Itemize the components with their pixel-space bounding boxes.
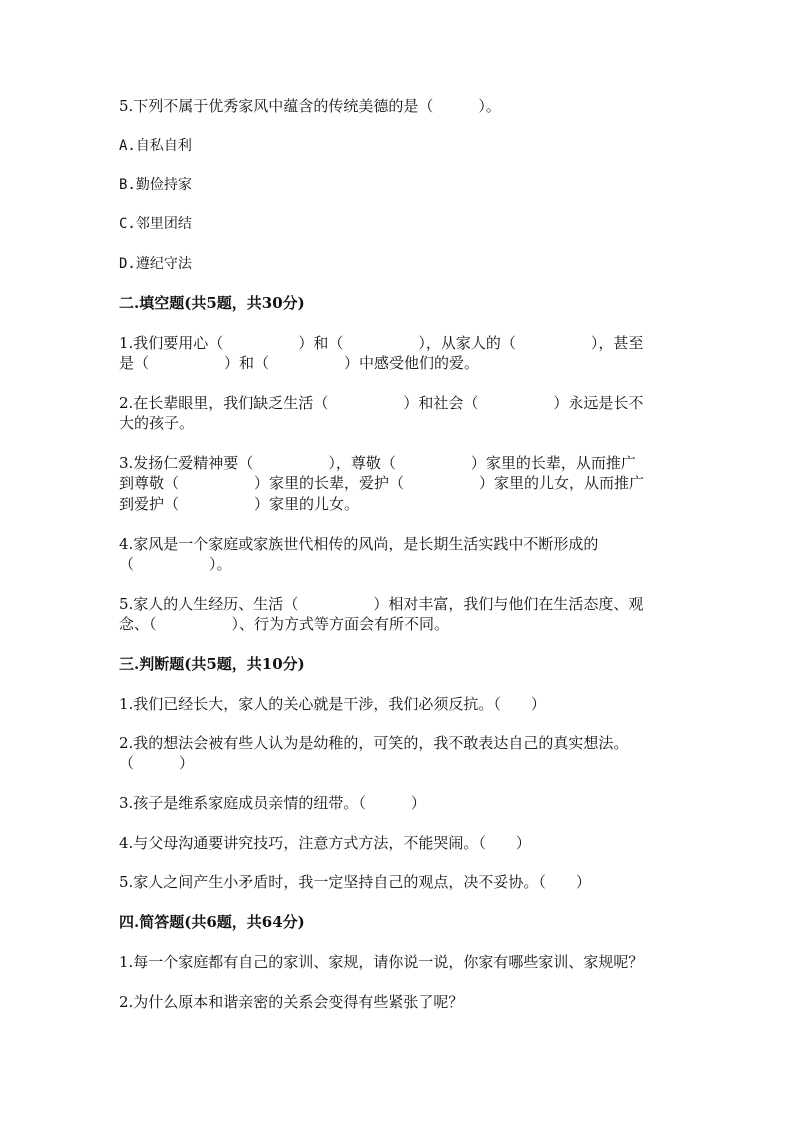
judge-q1: 1.我们已经长大，家人的关心就是干涉，我们必须反抗。（ ） — [119, 695, 546, 713]
fill-q1-line2: 是（ ）和（ ）中感受他们的爱。 — [119, 354, 480, 372]
short-q2: 2.为什么原本和谐亲密的关系会变得有些紧张了呢？ — [119, 993, 464, 1011]
mc-q5-option-c: C.邻里团结 — [119, 216, 192, 232]
mc-q5-option-d: D.遵纪守法 — [119, 256, 192, 272]
fill-q3-line3: 到爱护（ ）家里的儿女。 — [119, 495, 360, 513]
fill-q5-line1: 5.家人的人生经历、生活（ ）相对丰富，我们与他们在生活态度、观 — [119, 595, 644, 613]
judge-q2-line1: 2.我的想法会被有些人认为是幼稚的，可笑的，我不敢表达自己的真实想法。 — [119, 734, 629, 752]
mc-q5-stem: 5.下列不属于优秀家风中蕴含的传统美德的是（ ）。 — [119, 97, 501, 115]
short-q1: 1.每一个家庭都有自己的家训、家规，请你说一说，你家有哪些家训、家规呢？ — [119, 953, 644, 971]
short-section-heading: 四.简答题(共6题，共64分) — [119, 913, 305, 931]
fill-q2-line2: 大的孩子。 — [119, 414, 195, 432]
fill-q5-line2: 念、（ ）、行为方式等方面会有所不同。 — [119, 615, 450, 633]
fill-q3-line2: 到尊敬（ ）家里的长辈，爱护（ ）家里的儿女，从而推广 — [119, 474, 645, 492]
fill-q2-line1: 2.在长辈眼里，我们缺乏生活（ ）和社会（ ）永远是长不 — [119, 394, 644, 412]
fill-q4-line1: 4.家风是一个家庭或家族世代相传的风尚，是长期生活实践中不断形成的 — [119, 535, 599, 553]
judge-q2-line2: （ ） — [119, 754, 195, 772]
fill-q4-line2: （ ）。 — [119, 555, 232, 573]
mc-q5-option-b: B.勤俭持家 — [119, 177, 192, 193]
fill-section-heading: 二.填空题(共5题，共30分) — [119, 294, 305, 312]
mc-q5-option-a: A.自私自利 — [119, 138, 192, 154]
fill-q1-line1: 1.我们要用心（ ）和（ ），从家人的（ ），甚至 — [119, 334, 644, 352]
judge-section-heading: 三.判断题(共5题，共10分) — [119, 655, 305, 673]
judge-q5: 5.家人之间产生小矛盾时，我一定坚持自己的观点，决不妥协。（ ） — [119, 873, 591, 891]
judge-q4: 4.与父母沟通要讲究技巧，注意方式方法，不能哭闹。（ ） — [119, 834, 531, 852]
judge-q3: 3.孩子是维系家庭成员亲情的纽带。（ ） — [119, 794, 426, 812]
fill-q3-line1: 3.发扬仁爱精神要（ ），尊敬（ ）家里的长辈，从而推广 — [119, 454, 636, 472]
